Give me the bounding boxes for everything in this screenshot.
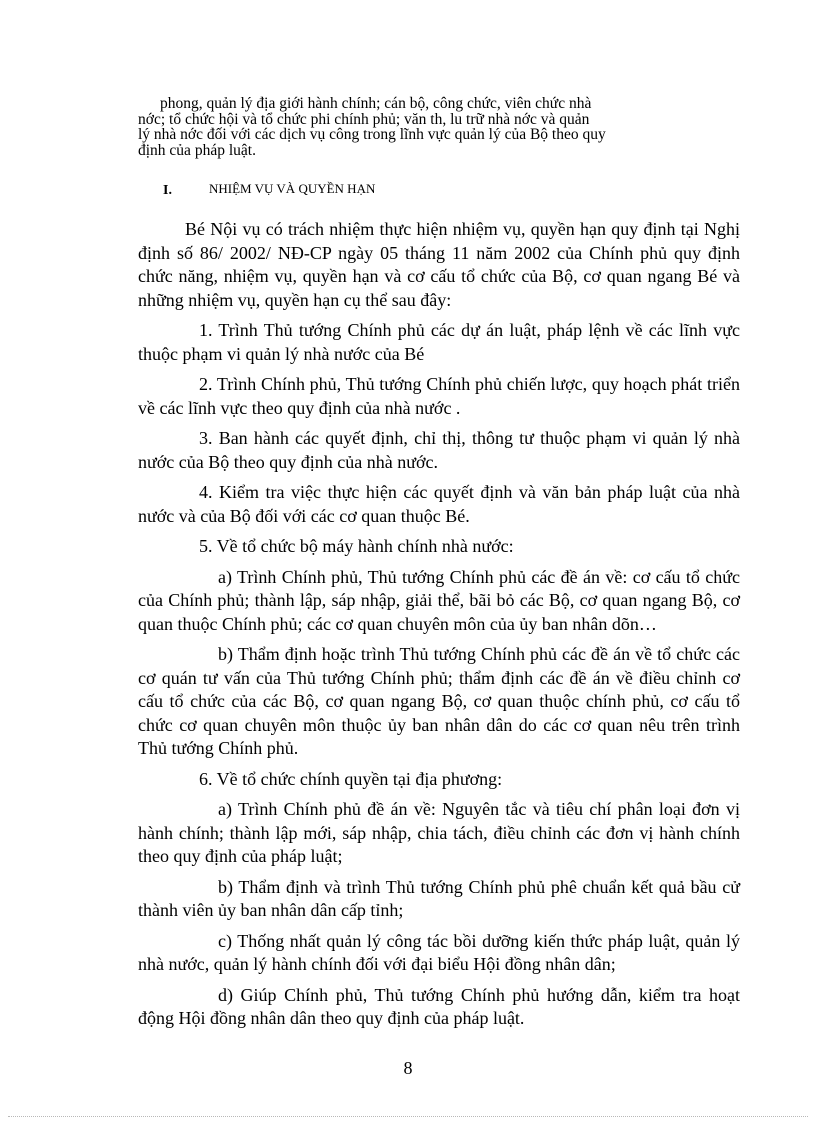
item-6: 6. Về tổ chức chính quyền tại địa phương: bbox=[199, 768, 503, 789]
item-5: 5. Về tổ chức bộ máy hành chính nhà nước: bbox=[199, 536, 514, 556]
item-4: 4. Kiểm tra việc thực hiện các quyết định và văn bản pháp luật của nhà nước và của Bộ đối với các cơ quan thuộc Bé. bbox=[138, 482, 740, 526]
item-2: 2. Trình Chính phủ, Thủ tướng Chính phủ chiến lược, quy hoạch phát triển về các lĩnh vực theo quy định của nhà nước . bbox=[138, 374, 740, 418]
page-bottom-divider bbox=[8, 1116, 808, 1117]
section-number: I. bbox=[163, 183, 172, 198]
intro-line-2: nớc; tổ chức hội và tổ chức phi chính phủ; văn th, lu trữ nhà nớc và quản bbox=[138, 110, 590, 128]
item-6c: c) Thống nhất quản lý công tác bồi dưỡng kiến thức pháp luật, quản lý nhà nước, quản lý hành chính đối với đại biểu Hội đồng nhân dân; bbox=[138, 930, 740, 974]
intro-line-3: lý nhà nớc đối với các dịch vụ công trong lĩnh vực quản lý của Bộ theo quy bbox=[138, 126, 606, 143]
section-title: NHIỆM VỤ VÀ QUYỀN HẠN bbox=[209, 181, 376, 196]
item-1: 1. Trình Thủ tướng Chính phủ các dự án luật, pháp lệnh về các lĩnh vực thuộc phạm vi quản lý nhà nước của Bé bbox=[138, 320, 740, 364]
item-6d: d) Giúp Chính phủ, Thủ tướng Chính phủ hướng dẫn, kiểm tra hoạt động Hội đồng nhân dân theo quy định của pháp luật. bbox=[138, 984, 740, 1028]
item-6b: b) Thẩm định và trình Thủ tướng Chính phủ phê chuẩn kết quả bầu cử thành viên ủy ban nhân dân cấp tỉnh; bbox=[138, 876, 740, 920]
item-3: 3. Ban hành các quyết định, chỉ thị, thông tư thuộc phạm vi quản lý nhà nước của Bộ theo quy định của nhà nước. bbox=[138, 428, 740, 472]
intro-line-1: phong, quản lý địa giới hành chính; cán bộ, công chức, viên chức nhà bbox=[160, 95, 592, 112]
paragraph-intro: Bé Nội vụ có trách nhiệm thực hiện nhiệm vụ, quyền hạn quy định tại Nghị định số 86/ 2002/ NĐ-CP ngày 05 tháng 11 năm 2002 của Chính phủ quy định chức năng, nhiệm vụ, quyền hạn và cơ cấu tổ chức của Bộ, cơ quan ngang Bé và những nhiệm vụ, quyền hạn cụ thể sau đây: bbox=[138, 219, 740, 310]
intro-line-4: định của pháp luật. bbox=[138, 141, 256, 159]
page-number: 8 bbox=[403, 1058, 413, 1078]
item-5a: a) Trình Chính phủ, Thủ tướng Chính phủ các đề án về: cơ cấu tổ chức của Chính phủ; thành lập, sáp nhập, giải thể, bãi bỏ các Bộ, cơ quan ngang Bộ, cơ quan thuộc Chính phủ; các cơ quan chuyên môn của ủy ban nhân dõn… bbox=[138, 566, 740, 634]
item-5b: b) Thẩm định hoặc trình Thủ tướng Chính phủ các đề án về tổ chức các cơ quán tư vấn của Thủ tướng Chính phủ; thẩm định các đề án về điều chỉnh cơ cấu tổ chức của các Bộ, cơ quan ngang Bộ, cơ quan thuộc chính phủ, cơ cấu tổ chức cơ quan chuyên môn thuộc ủy ban nhân dân do các cơ quan nêu trên trình Thủ tướng Chính phủ. bbox=[138, 644, 740, 758]
document-body bbox=[138, 218, 740, 1038]
intro-paragraph bbox=[138, 96, 738, 158]
item-6a: a) Trình Chính phủ đề án về: Nguyên tắc và tiêu chí phân loại đơn vị hành chính; thành lập mới, sáp nhập, chia tách, điều chỉnh các đơn vị hành chính theo quy định của pháp luật; bbox=[138, 799, 740, 866]
